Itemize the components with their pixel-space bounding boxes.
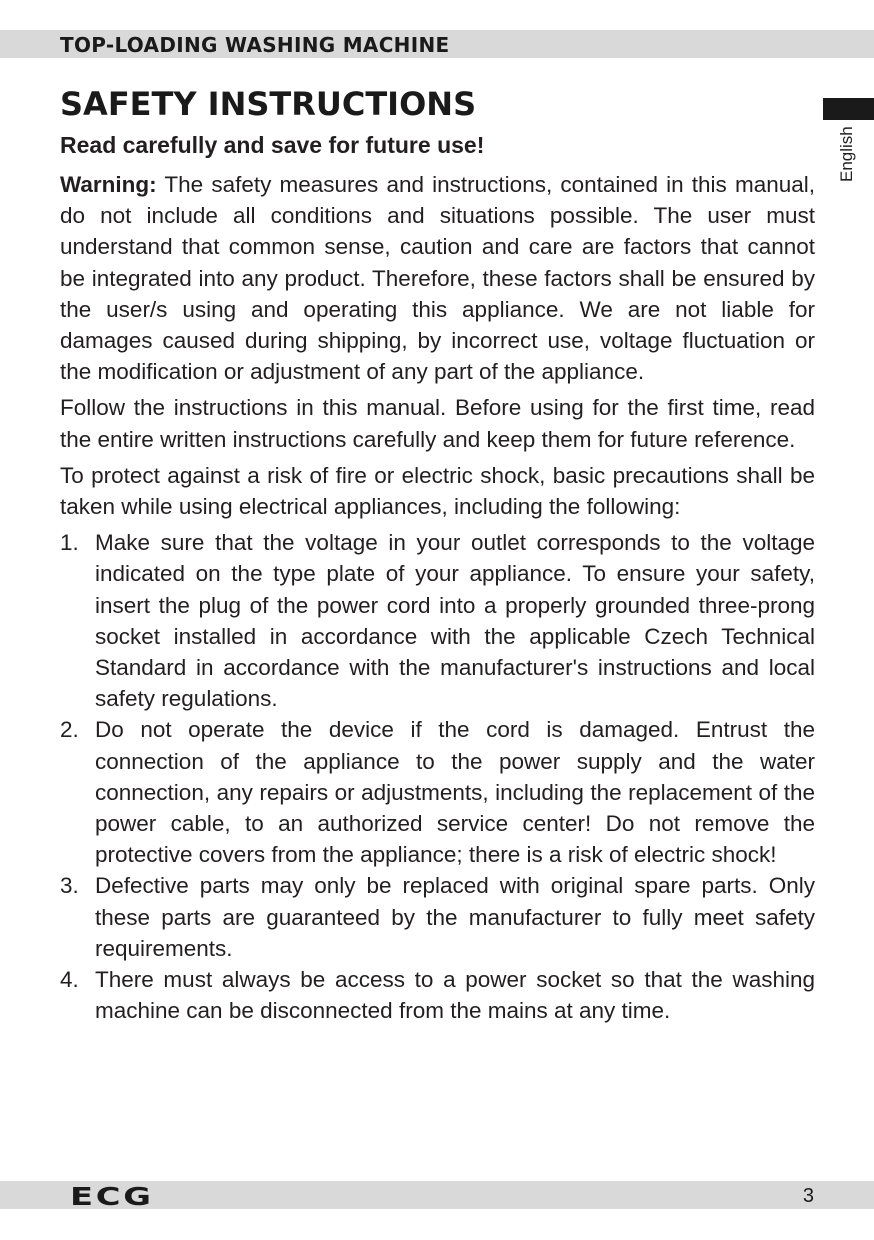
page-number: 3	[802, 1185, 814, 1207]
main-content	[60, 84, 815, 1026]
language-tab	[823, 98, 874, 120]
list-text: Defective parts may only be replaced with original spare parts. Only these parts are guaranteed by the manufacturer to fully meet safety requirements.	[95, 873, 815, 961]
list-text: There must always be access to a power socket so that the washing machine can be disconnected from the mains at any time.	[95, 967, 815, 1024]
header-bar	[0, 30, 874, 58]
header-title: TOP-LOADING WASHING MACHINE	[60, 33, 450, 57]
list-item	[60, 964, 815, 1026]
list-number: 2.	[60, 717, 79, 743]
ecg-logo: ECG	[70, 1182, 154, 1211]
warning-label: Warning:	[60, 172, 157, 197]
list-number: 3.	[60, 873, 79, 899]
list-item	[60, 714, 815, 870]
warning-paragraph	[60, 169, 815, 387]
paragraph-instructions: Follow the instructions in this manual. Before using for the first time, read the entire written instructions carefully and keep them for future reference.	[60, 395, 815, 452]
language-label: English	[837, 126, 856, 182]
warning-text: The safety measures and instructions, contained in this manual, do not include all conditions and situations possible. The user must understand that common sense, caution and care are factors that cannot be integrated into any product. Therefore, these factors shall be ensured by the user/s using and operating this appliance. We are not liable for damages caused during shipping, by incorrect use, voltage fluctuation or the modification or adjustment of any part of the appliance.	[60, 172, 815, 385]
page-title: SAFETY INSTRUCTIONS	[60, 85, 477, 123]
paragraph-precautions: To protect against a risk of fire or electric shock, basic precautions shall be taken while using electrical appliances, including the following:	[60, 462, 815, 520]
safety-list	[60, 527, 815, 1026]
list-item	[60, 870, 815, 964]
list-text: Do not operate the device if the cord is damaged. Entrust the connection of the appliance to the power supply and the water connection, any repairs or adjustments, including the replacement of the power cable, to an authorized service center! Do not remove the protective covers from the appliance; there is a risk of electric shock!	[95, 717, 815, 868]
list-number: 4.	[60, 967, 79, 993]
list-item	[60, 527, 815, 714]
subtitle: Read carefully and save for future use!	[60, 132, 485, 158]
list-text: Make sure that the voltage in your outlet corresponds to the voltage indicated on the type plate of your appliance. To ensure your safety, insert the plug of the power cord into a properly grounded three-prong socket installed in accordance with the applicable Czech Technical Standard in accordance with the manufacturer's instructions and local safety regulations.	[95, 530, 815, 712]
list-number: 1.	[60, 530, 79, 556]
